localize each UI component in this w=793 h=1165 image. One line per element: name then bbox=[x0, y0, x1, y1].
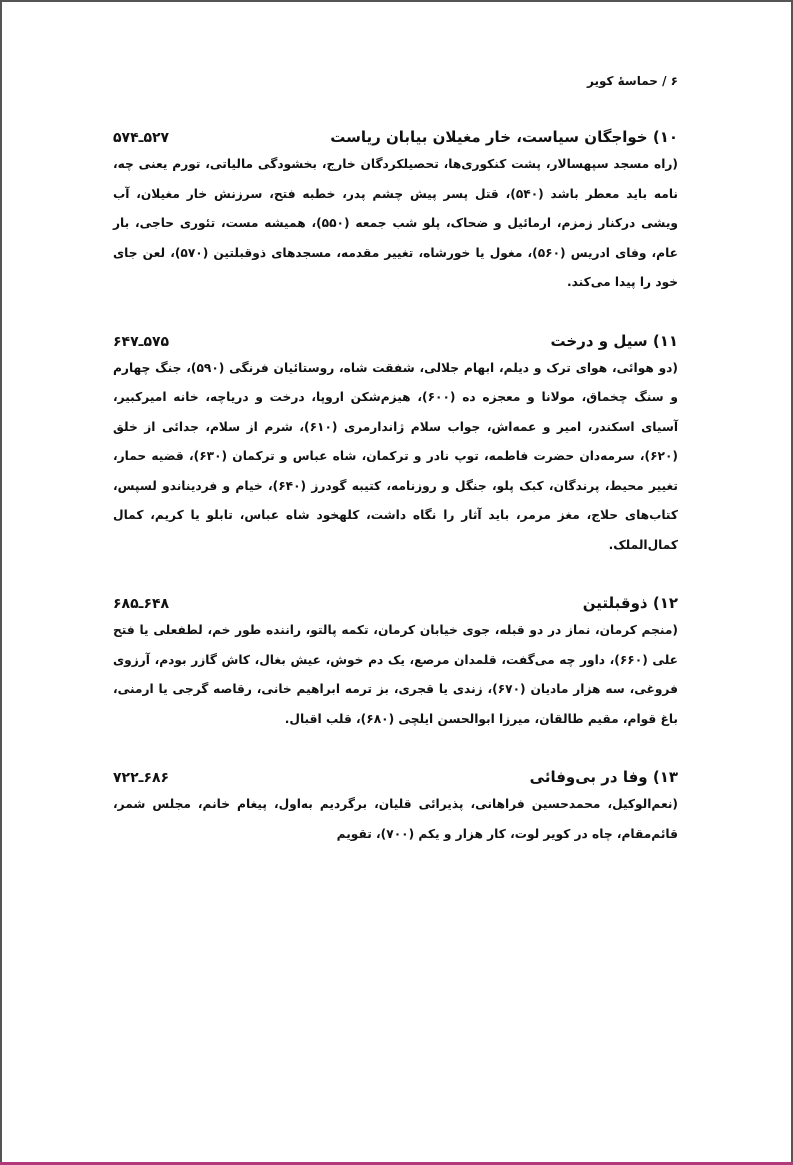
book-page bbox=[113, 70, 678, 879]
page-range: ۶۸۶ـ۷۲۲ bbox=[113, 770, 170, 786]
toc-section-11 bbox=[113, 328, 678, 561]
section-heading bbox=[113, 124, 678, 150]
page-border-top bbox=[0, 0, 793, 2]
section-summary: (دو هوائی، هوای ترک و دیلم، ابهام جلالی، شفقت شاه، روستائیان فرنگی (۵۹۰)، جنگ چهارم و سنگ چخماق، مولانا و معجزه ده (۶۰۰)، هیزم‌شکن اروپا، درخت و دریاچه، خانه امیرکبیر، آسیای اسکندر، امیر و عمه‌اش، جواب سلام ژاندارمری (۶۱۰)، شرم از سلام، جدائی از خلق (۶۲۰)، سرمه‌دان حضرت فاطمه، توپ نادر و ترکمان، شاه عباس و ترکمان (۶۳۰)، قضیه حمار، تغییر محیط، پرندگان، کبک پلو، جنگل و روزنامه، کتیبه گودرز (۶۴۰)، خیام و فردیناندو لسپس، کتاب‌های حلاج، مغز مرمر، باید آثار را نگاه داشت، کلهخود شاه عباس، تابلو یا کریم، کمال کمال‌الملک. bbox=[113, 360, 679, 552]
page-range: ۵۲۷ـ۵۷۴ bbox=[113, 130, 170, 146]
section-title: ۱۰) خواجگان سیاست، خار مغیلان بیابان ریاست bbox=[330, 128, 678, 146]
section-summary: (نعم‌الوکیل، محمدحسین فراهانی، پذیرائی قلیان، برگردیم به‌اول، پیغام خانم، مجلس شمر، قائم‌مقام، چاه در کویر لوت، کار هزار و یکم (۷۰۰)، تقویم bbox=[113, 797, 678, 841]
page-range: ۵۷۵ـ۶۴۷ bbox=[113, 333, 170, 350]
page-border-left bbox=[0, 0, 2, 1165]
section-heading bbox=[113, 764, 678, 790]
section-title: ۱۳) وفا در بی‌وفائی bbox=[529, 768, 678, 786]
running-header: ۶ / حماسهٔ کویر bbox=[587, 74, 678, 88]
toc-section-13 bbox=[113, 764, 678, 849]
page-range: ۶۴۸ـ۶۸۵ bbox=[113, 596, 170, 612]
section-heading bbox=[113, 328, 678, 354]
section-summary: (منجم کرمان، نماز در دو قبله، جوی خیابان کرمان، تکمه پالتو، راننده طور خم، لطفعلی یا فتح علی (۶۶۰)، داور چه می‌گفت، قلمدان مرصع، یک دم خوش، عیش بغال، کاش گازر بودم، آرزوی فروغی، سه هزار مادیان (۶۷۰)، زندی یا قجری، بز ترمه ابراهیم خانی، رقاصه گرجی یا ارمنی، باغ قوام، مقیم طالقان، میرزا ابوالحسن ایلچی (۶۸۰)، قلب اقبال. bbox=[113, 623, 678, 726]
section-title: ۱۱) سیل و درخت bbox=[550, 331, 678, 350]
toc-section-12 bbox=[113, 590, 678, 734]
section-title: ۱۲) ذوقبلتین bbox=[582, 594, 678, 612]
toc-section-10 bbox=[113, 124, 678, 298]
section-summary: (راه مسجد سپهسالار، پشت کنکوری‌ها، تحصیلکردگان خارج، بخشودگی مالیاتی، تورم یعنی چه، نامه باید معطر باشد (۵۴۰)، قتل پسر پیش چشم پدر، خطبه فتح، سرزنش خار مغیلان، آب ویشی درکنار زمزم، ارمائیل و ضحاک، پلو شب جمعه (۵۵۰)، همیشه مست، تئوری حاجی، بار عام، وفای ادریس (۵۶۰)، مغول یا خورشاه، تغییر مقدمه، مسجدهای ذوقبلتین (۵۷۰)، لعن جای خود را پیدا می‌کند. bbox=[113, 157, 678, 289]
section-heading bbox=[113, 590, 678, 616]
